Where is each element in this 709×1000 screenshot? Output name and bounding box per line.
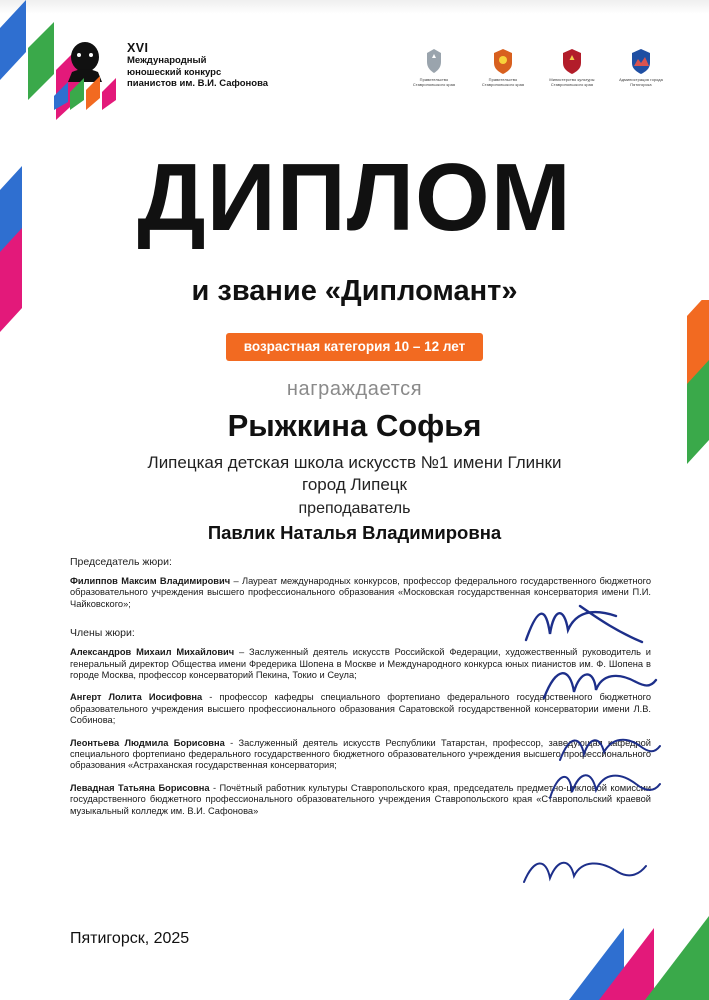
age-category-wrap — [0, 333, 709, 361]
jury-member-name: Филиппов Максим Владимирович — [70, 576, 231, 586]
emblem-pyatigorsk — [613, 46, 669, 88]
jury-member-name: Левадная Татьяна Борисовна — [70, 782, 210, 793]
emblem-caption: Министерство культуры Ставропольского края — [549, 77, 595, 87]
competition-logo — [52, 40, 268, 110]
jury-member-name: Леонтьева Людмила Борисовна — [70, 737, 225, 748]
jury-member-item — [70, 783, 651, 817]
jury-chair-heading: Председатель жюри: — [70, 556, 172, 568]
school-line-2: город Липецк — [302, 475, 407, 494]
jury-member-text: – Лауреат международных конкурсов, профессор федерального государственного бюджетного образовательного учреждения высшего профессионального образования «Московская государственная консерватория имени П.И. Чайковского»; — [70, 576, 651, 609]
jury-member-item — [70, 738, 651, 772]
emblem-caption: Правительство Ставропольского края — [481, 77, 525, 87]
jury-member-text: - профессор кафедры специального фортепиано федерального государственного бюджетного образовательного учреждения высшего профессионального образования Саратовской государственной консерватории имени Л.В. Собинова; — [70, 692, 651, 726]
jury-member-item — [70, 692, 651, 726]
paper-top-edge — [0, 0, 709, 14]
header — [52, 40, 669, 110]
safonov-portrait-icon — [52, 40, 118, 110]
logo-line-1: Международный — [127, 55, 207, 66]
coat-of-arms-stavropol-icon — [475, 46, 531, 76]
signature-levadnaya — [520, 848, 650, 890]
jury-section — [70, 556, 651, 828]
emblem-ministry-of-culture — [544, 46, 600, 88]
jury-member-text: - Заслуженный деятель искусств Республики Татарстан, профессор, заведующая кафедрой специального фортепиано федерального государственного бюджетного образовательного учреждения высшего профессионального образования «Астраханская государственная консерватория; — [70, 737, 651, 771]
official-emblems — [406, 40, 669, 88]
corner-decoration-bottom-right — [449, 870, 709, 1000]
place-and-date: Пятигорск, 2025 — [70, 930, 190, 947]
emblem-stavropol-government — [475, 46, 531, 88]
school-info — [0, 452, 709, 496]
logo-line-2: юношеский конкурс — [127, 66, 222, 78]
pyatigorsk-emblem-icon — [613, 46, 669, 76]
emblem-caption: Администрация города Пятигорска — [619, 77, 663, 87]
ministry-culture-icon — [544, 46, 600, 76]
jury-members-heading: Члены жюри: — [70, 627, 135, 640]
subtitle: и звание «Дипломант» — [191, 275, 518, 307]
jury-member-text: - Почётный работник культуры Ставропольского края, председатель предметно-цикловой комиссии государственного бюджетного профессионального образовательного учреждения Ставропольского края «Ставропольский краевой музыкальный колледж им. В.И. Сафонова» — [70, 782, 652, 816]
logo-line-3: пианистов им. В.И. Сафонова — [127, 78, 269, 89]
laureate-name: Рыжкина Софья — [227, 408, 482, 443]
awarded-label: награждается — [286, 378, 423, 400]
jury-member-name: Ангерт Лолита Иосифовна — [70, 692, 203, 703]
emblem-russia — [406, 46, 462, 88]
jury-member-name: Александров Михаил Михайлович — [70, 647, 235, 658]
coat-of-arms-russia-icon — [406, 46, 462, 76]
jury-chair-item — [70, 576, 651, 610]
teacher-name: Павлик Наталья Владимировна — [207, 522, 502, 543]
school-line-1: Липецкая детская школа искусств №1 имени Глинки — [147, 453, 562, 472]
age-category-badge: возрастная категория 10 – 12 лет — [226, 333, 483, 361]
page-title: ДИПЛОМ — [137, 144, 572, 251]
jury-member-text: – Заслуженный деятель искусств Российской Федерации, художественный руководитель и генеральный директор Общества имени Фредерика Шопена в Москве и Международного конкурса юных пианистов им. Ф. Шопена в городе Москва, профессор консерваторий Пекина, Токио и Сеула; — [70, 647, 651, 681]
teacher-label: преподаватель — [298, 500, 411, 517]
logo-caption — [127, 40, 268, 90]
emblem-caption: Правительство Ставропольского края — [412, 77, 456, 87]
logo-roman-number: XVI — [127, 41, 149, 55]
jury-member-item — [70, 647, 651, 681]
